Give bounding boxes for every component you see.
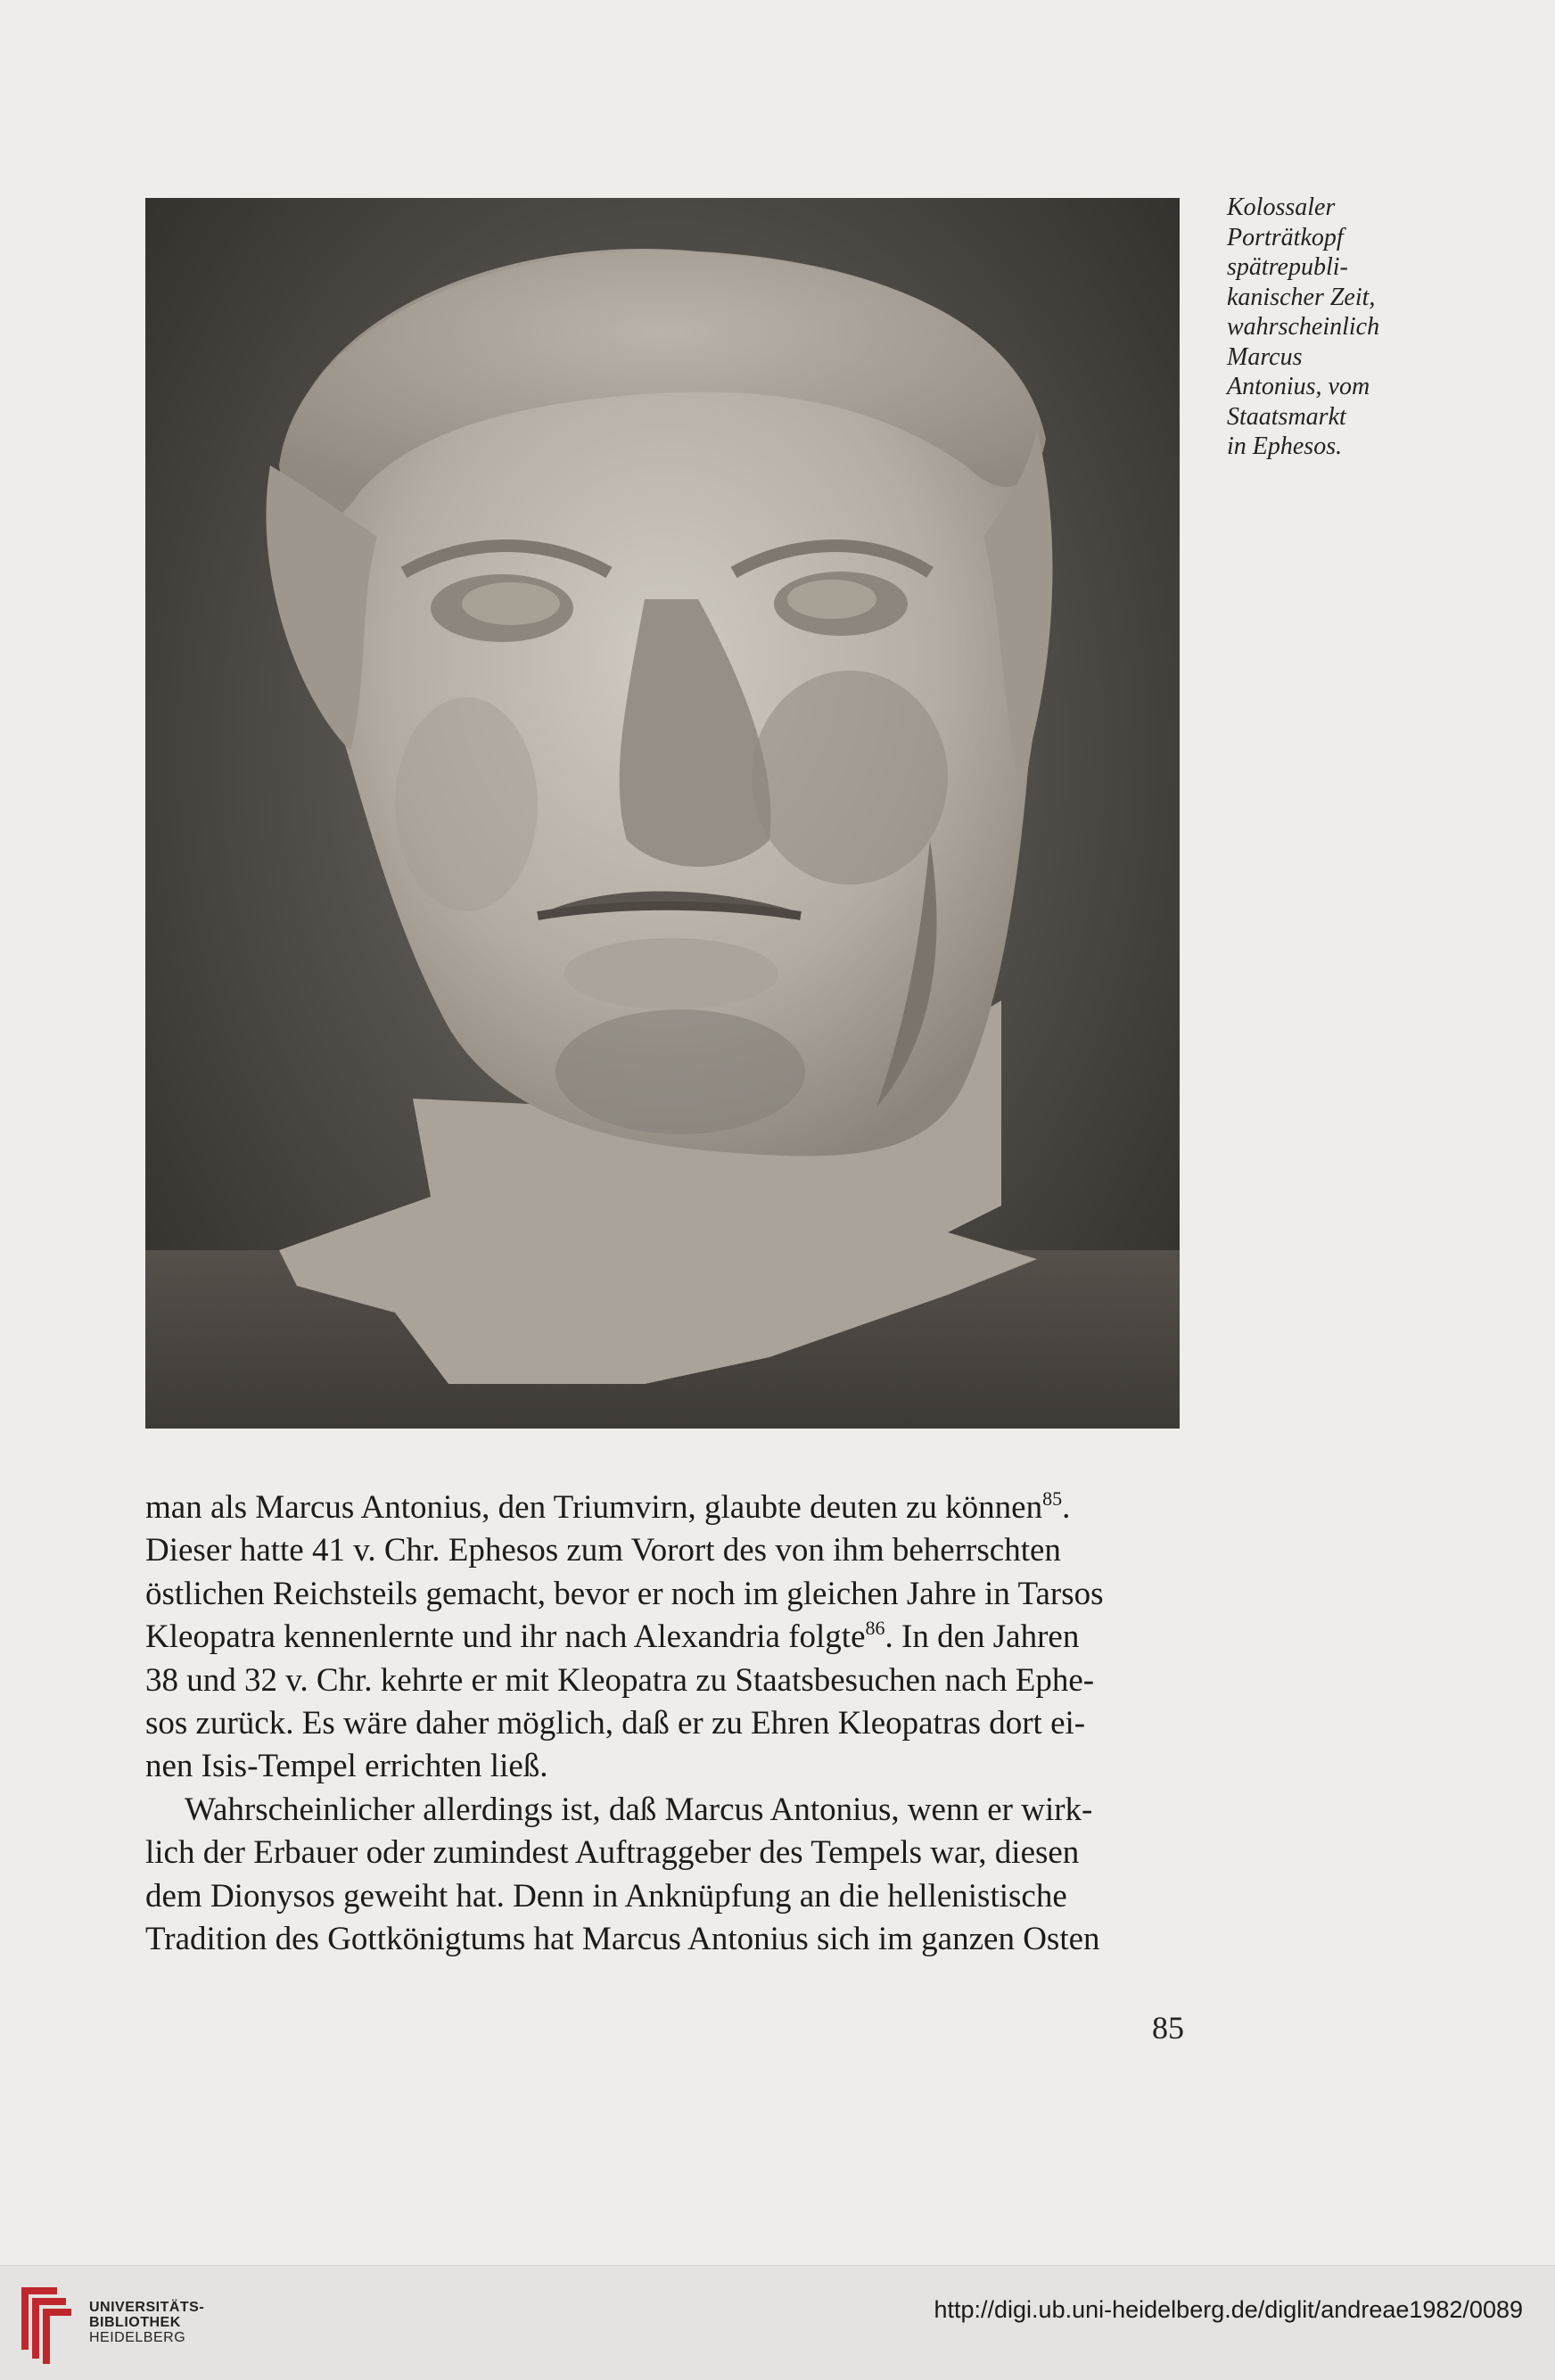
permalink-url[interactable]: http://digi.ub.uni-heidelberg.de/diglit/andreae1982/0089	[934, 2296, 1523, 2323]
marble-head-illustration	[145, 198, 1180, 1429]
library-name	[89, 2300, 204, 2345]
caption-line: kanischer Zeit,	[1227, 283, 1376, 311]
text-line: Wahrscheinlicher allerdings ist, daß Marcus Antonius, wenn er wirk-	[185, 1791, 1093, 1828]
text-line: östlichen Reichsteils gemacht, bevor er noch im gleichen Jahre in Tarsos	[145, 1575, 1104, 1612]
caption-line: wahrscheinlich	[1227, 313, 1380, 341]
text-segment: Kleopatra kennenlernte und ihr nach Alexandria folgte	[145, 1618, 866, 1656]
figure-caption	[1227, 193, 1494, 462]
library-name-line: UNIVERSITÄTS-	[89, 2300, 205, 2315]
text-line	[145, 1616, 1189, 1659]
text-segment: .	[1062, 1489, 1071, 1526]
text-line	[145, 1486, 1189, 1529]
library-name-line: BIBLIOTHEK	[89, 2315, 181, 2330]
caption-line: spätrepubli-	[1227, 253, 1348, 281]
text-line: nen Isis-Tempel errichten ließ.	[145, 1748, 548, 1785]
caption-line: Kolossaler	[1227, 194, 1336, 221]
footnote-ref-86[interactable]: 86	[865, 1617, 885, 1640]
library-logo-icon[interactable]	[12, 2278, 75, 2372]
text-line: sos zurück. Es wäre daher möglich, daß er zu Ehren Kleopatras dort ei-	[145, 1705, 1086, 1742]
text-line: lich der Erbauer oder zumindest Auftraggeber des Tempels war, diesen	[145, 1834, 1080, 1872]
footer-bar	[0, 2265, 1555, 2380]
text-segment: man als Marcus Antonius, den Triumvirn, glaubte deuten zu können	[145, 1489, 1043, 1526]
library-name-line: HEIDELBERG	[89, 2330, 186, 2345]
caption-line: Antonius, vom	[1227, 373, 1370, 400]
caption-line: in Ephesos.	[1227, 432, 1343, 460]
page-number: 85	[1152, 2010, 1184, 2046]
caption-line: Staatsmarkt	[1227, 402, 1346, 431]
caption-line: Porträtkopf	[1227, 223, 1344, 251]
body-text	[145, 1486, 1189, 1961]
text-line: Tradition des Gottkönigtums hat Marcus Antonius sich im ganzen Osten	[145, 1921, 1100, 1958]
text-line: Dieser hatte 41 v. Chr. Ephesos zum Vorort des von ihm beherrschten	[145, 1532, 1061, 1569]
text-segment: . In den Jahren	[884, 1618, 1080, 1656]
caption-line: Marcus	[1227, 342, 1303, 371]
portrait-photograph	[145, 198, 1180, 1429]
text-line: 38 und 32 v. Chr. kehrte er mit Kleopatra zu Staatsbesuchen nach Ephe-	[145, 1661, 1095, 1699]
footnote-ref-85[interactable]: 85	[1042, 1487, 1063, 1510]
text-line: dem Dionysos geweiht hat. Denn in Anknüpfung an die hellenistische	[145, 1877, 1067, 1915]
